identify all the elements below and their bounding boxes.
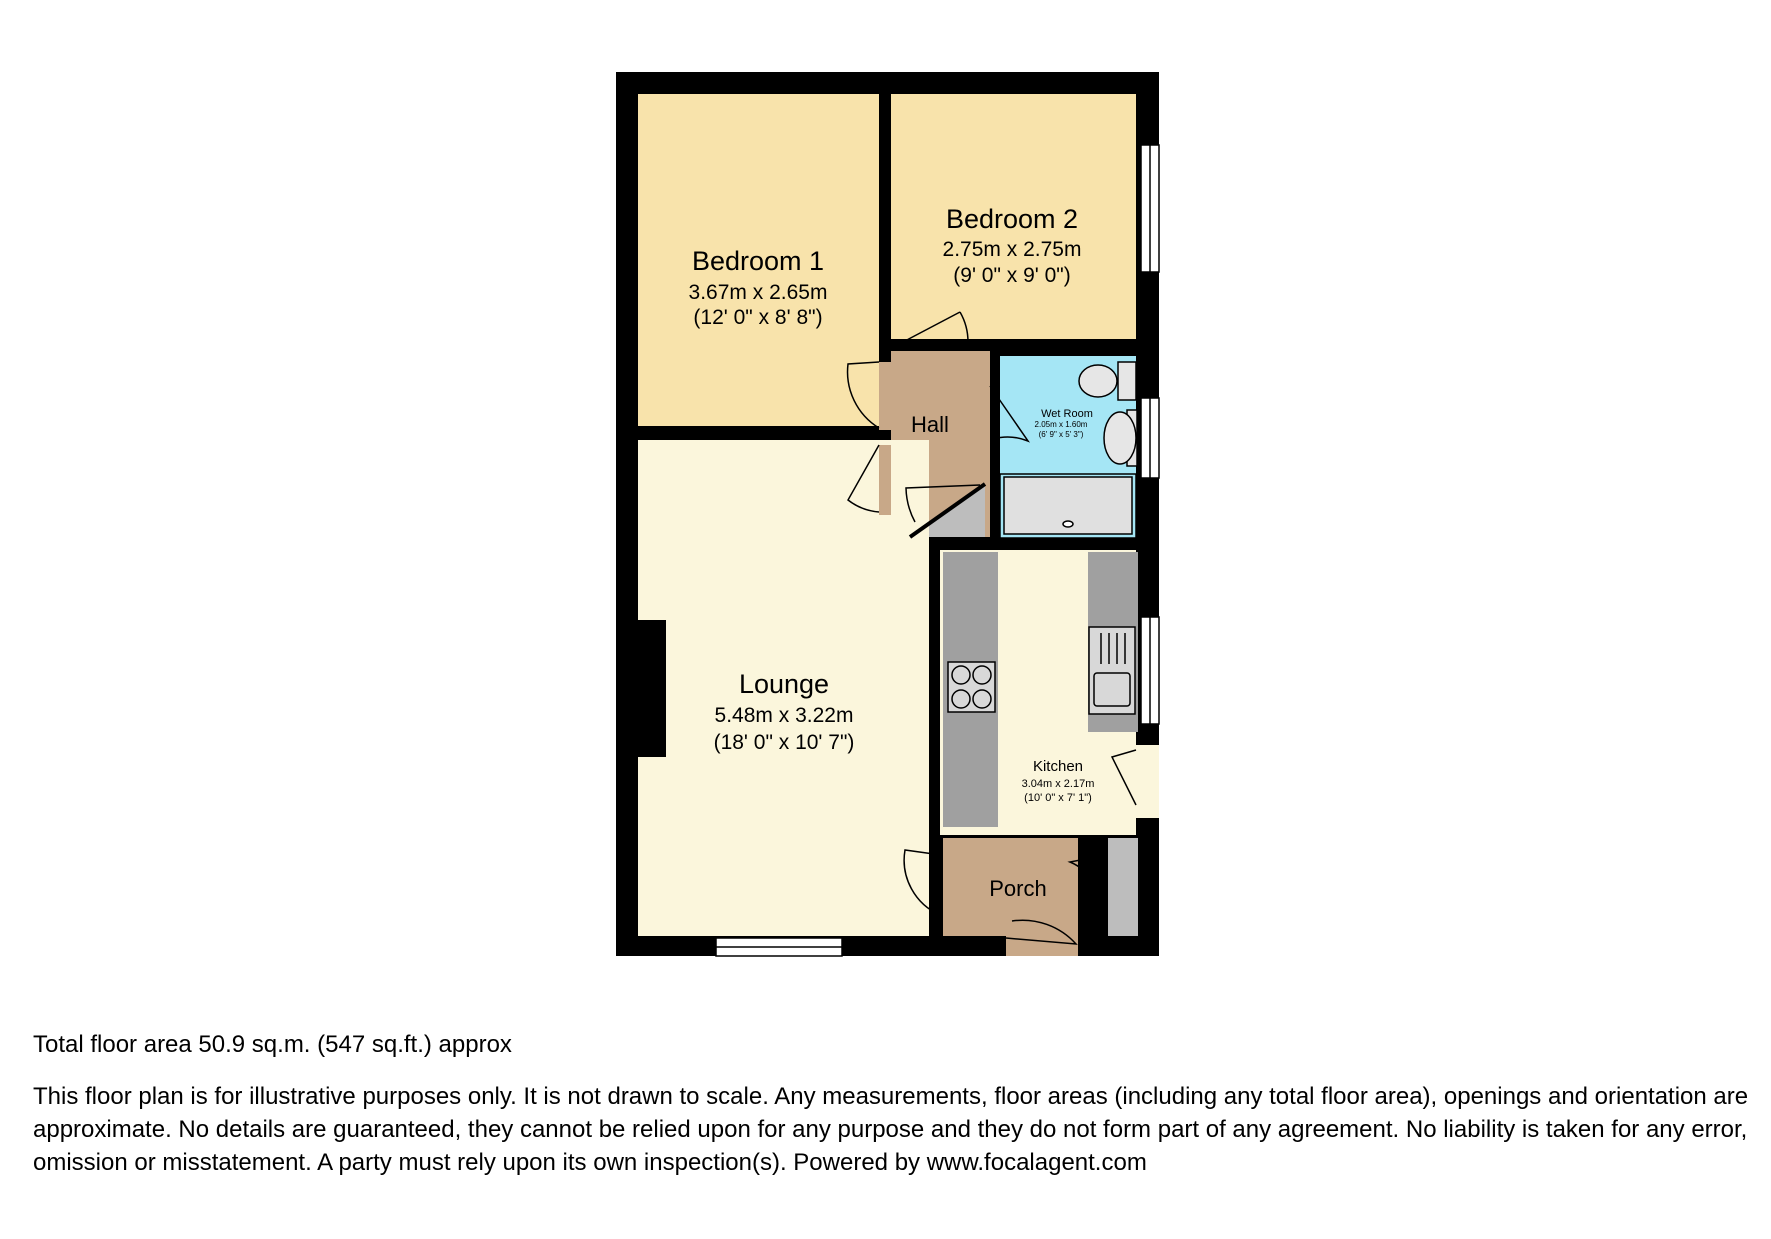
- bedroom1-imperial: (12' 0" x 8' 8"): [693, 306, 823, 329]
- fireplace: [638, 620, 666, 757]
- kitchen-metric: 3.04m x 2.17m: [1021, 778, 1095, 790]
- total-floor-area: Total floor area 50.9 sq.m. (547 sq.ft.) approx: [33, 1031, 512, 1058]
- lounge-door-gap: [879, 445, 891, 515]
- kitchen-door-gap: [1136, 745, 1159, 818]
- lounge-imperial: (18' 0" x 10' 7"): [713, 731, 855, 754]
- bedroom2-metric: 2.75m x 2.75m: [942, 238, 1082, 261]
- wet-room-metric: 2.05m x 1.60m: [1034, 420, 1088, 429]
- wet-room-imperial: (6' 9" x 5' 3"): [1038, 430, 1084, 439]
- bedroom1-name: Bedroom 1: [691, 246, 825, 276]
- hall-door-gap: [879, 362, 891, 430]
- porch-name: Porch: [989, 876, 1047, 901]
- sink: [1089, 627, 1135, 714]
- kitchen-name: Kitchen: [1032, 758, 1084, 775]
- shower-tray: [1000, 474, 1136, 538]
- toilet: [1079, 362, 1136, 400]
- footer: [33, 1030, 1753, 1179]
- label-porch: [989, 876, 1046, 901]
- bedroom1-metric: 3.67m x 2.65m: [688, 281, 828, 304]
- bedroom2-imperial: (9' 0" x 9' 0"): [953, 264, 1071, 287]
- hob: [948, 662, 995, 712]
- storage-cupboard: [1108, 838, 1138, 936]
- label-bedroom2: [943, 204, 1082, 287]
- label-hall: [911, 412, 949, 437]
- disclaimer-text: This floor plan is for illustrative purposes only. It is not drawn to scale. Any measurements, floor areas (including any total floor area), openings and orientation are approximate. No details are guaranteed, they cannot be relied upon for any purpose and they do not form part of any agreement. No liability is taken for any error, omission or misstatement. A party must rely upon its own inspection(s). Powered by www.focalagent.com: [33, 1083, 1749, 1176]
- label-bedroom1: [689, 246, 828, 329]
- hall-name: Hall: [911, 412, 949, 437]
- lounge-metric: 5.48m x 3.22m: [714, 704, 854, 727]
- bedroom2-name: Bedroom 2: [945, 204, 1079, 234]
- lounge-name: Lounge: [738, 669, 830, 699]
- kitchen-imperial: (10' 0" x 7' 1"): [1024, 792, 1092, 804]
- wet-room-name: Wet Room: [1041, 408, 1093, 420]
- basin: [1104, 410, 1137, 466]
